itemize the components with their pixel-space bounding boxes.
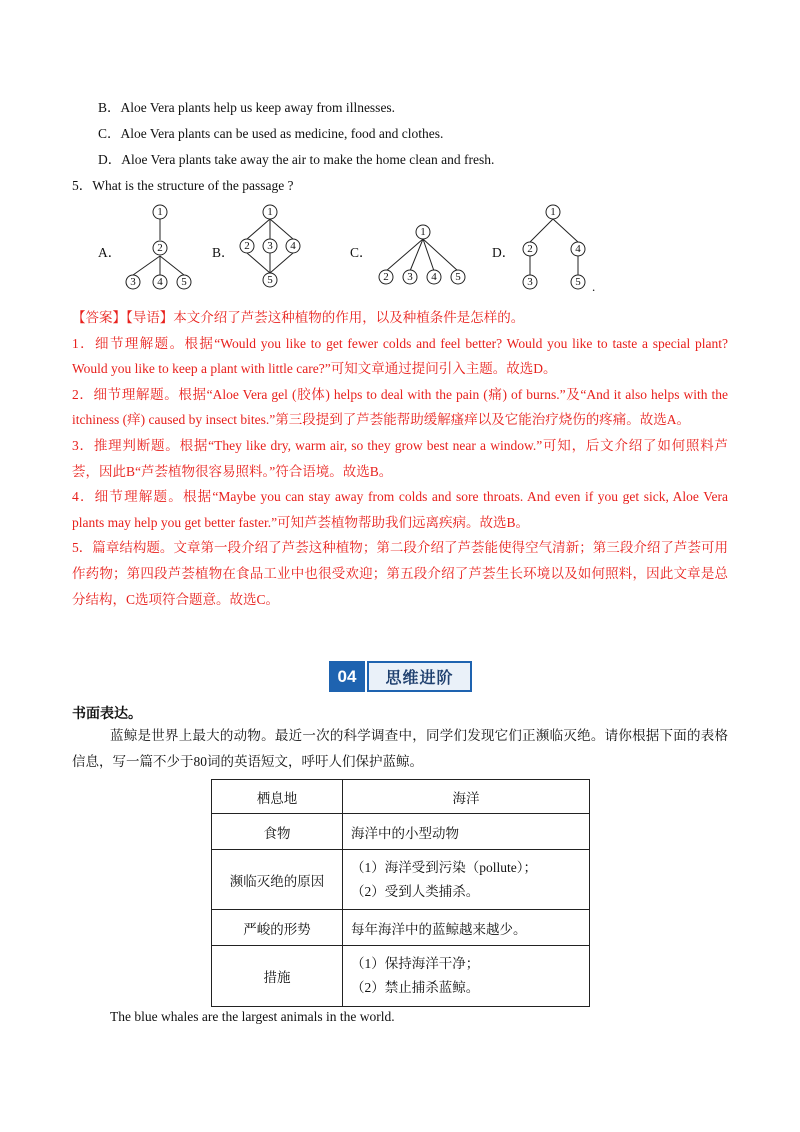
svg-text:.: . xyxy=(592,279,596,294)
svg-text:1: 1 xyxy=(267,206,273,218)
answer-5: 5．篇章结构题。文章第一段介绍了芦荟这种植物；第二段介绍了芦荟能使得空气清新；第三段介绍了芦荟可用作药物；第四段芦荟植物在食品工业中也很受欢迎；第五段介绍了芦荟生长环境以及如何照料，因此文章是总分结构，C选项符合题意。故选C。 xyxy=(72,540,728,607)
answer-explanation xyxy=(72,305,728,612)
option-c: C．Aloe Vera plants can be used as medicine, food and clothes. xyxy=(98,126,444,141)
svg-text:3: 3 xyxy=(130,276,136,288)
svg-text:4: 4 xyxy=(575,243,581,255)
svg-text:4: 4 xyxy=(157,276,163,288)
label-c: C． xyxy=(350,245,373,260)
svg-text:5: 5 xyxy=(455,271,461,283)
info-table xyxy=(211,779,590,1007)
table-cell xyxy=(343,850,590,910)
table-cell xyxy=(343,946,590,1007)
answer-3: 3．推理判断题。根据“They like dry, warm air, so they grow best near a window.”可知，后文介绍了如何照料芦荟，因此B“芦荟植物很容易照料。”符合语境。故选B。 xyxy=(72,437,728,479)
table-cell: 海洋 xyxy=(343,780,590,814)
table-cell: 栖息地 xyxy=(212,780,343,814)
section-banner xyxy=(329,661,470,692)
svg-text:5: 5 xyxy=(267,274,273,286)
table-row xyxy=(212,814,590,850)
table-cell-line: （2）受到人类捕杀。 xyxy=(351,883,480,899)
label-a: A． xyxy=(98,245,122,260)
svg-text:2: 2 xyxy=(157,242,163,254)
writing-heading: 书面表达。 xyxy=(72,706,142,722)
section-number: 04 xyxy=(329,661,365,692)
table-cell: 海洋中的小型动物 xyxy=(343,814,590,850)
svg-text:1: 1 xyxy=(550,206,556,218)
option-b: B．Aloe Vera plants help us keep away from illnesses. xyxy=(98,100,396,115)
answer-intro: 【答案】【导语】本文介绍了芦荟这种植物的作用，以及种植条件是怎样的。 xyxy=(72,310,525,325)
table-row xyxy=(212,850,590,910)
closing-sentence: The blue whales are the largest animals in the world. xyxy=(110,1009,395,1024)
table-row xyxy=(212,780,590,814)
table-cell-line: （1）保持海洋干净； xyxy=(351,956,480,971)
label-d: D． xyxy=(492,245,516,260)
table-cell: 严峻的形势 xyxy=(212,910,343,946)
answer-2: 2．细节理解题。根据“Aloe Vera gel (胶体) helps to deal with the pain (痛) of burns.”及“And it also helps with the itchiness (痒) caused by insect bites.”第三段提到了芦荟能帮助缓解瘙痒以及它能治疗烧伤的疼痛。故选A。 xyxy=(72,386,728,428)
table-cell: 每年海洋中的蓝鲸越来越少。 xyxy=(343,910,590,946)
section-title: 思维进阶 xyxy=(367,661,472,692)
svg-text:2: 2 xyxy=(383,271,389,283)
answer-4: 4．细节理解题。根据“Maybe you can stay away from colds and sore throats. And even if you get sick, Aloe Vera plants may help you get better faster.”可知芦荟植物帮助我们远离疾病。故选B。 xyxy=(72,489,728,530)
svg-text:5: 5 xyxy=(181,276,187,288)
table-cell: 濒临灭绝的原因 xyxy=(212,850,343,910)
svg-text:2: 2 xyxy=(527,243,533,255)
table-cell-line: （2）禁止捕杀蓝鲸。 xyxy=(351,980,480,995)
table-row xyxy=(212,910,590,946)
answer-1: 1．细节理解题。根据“Would you like to get fewer colds and feel better? Would you like to taste a special plant? Would you like to keep a plant with little care?”可知文章通过提问引入主题。故选D。 xyxy=(72,335,728,377)
svg-text:3: 3 xyxy=(267,240,273,252)
question-5: 5．What is the structure of the passage ? xyxy=(72,178,294,193)
svg-text:1: 1 xyxy=(157,206,163,218)
svg-text:5: 5 xyxy=(575,276,581,288)
table-cell-line: （1）海洋受到污染（pollute）； xyxy=(351,859,537,875)
table-cell: 食物 xyxy=(212,814,343,850)
table-row xyxy=(212,946,590,1007)
table-cell: 措施 xyxy=(212,946,343,1007)
svg-text:1: 1 xyxy=(420,226,426,238)
svg-text:2: 2 xyxy=(244,240,250,252)
writing-intro: 蓝鲸是世界上最大的动物。最近一次的科学调查中，同学们发现它们正濒临灭绝。请你根据下面的表格信息，写一篇不少于80词的英语短文，呼吁人们保护蓝鲸。 xyxy=(72,728,728,769)
svg-text:3: 3 xyxy=(527,276,533,288)
label-b: B． xyxy=(212,245,235,260)
svg-text:4: 4 xyxy=(290,240,296,252)
svg-text:4: 4 xyxy=(431,271,437,283)
option-d: D．Aloe Vera plants take away the air to make the home clean and fresh. xyxy=(98,152,495,167)
svg-text:3: 3 xyxy=(407,271,413,283)
